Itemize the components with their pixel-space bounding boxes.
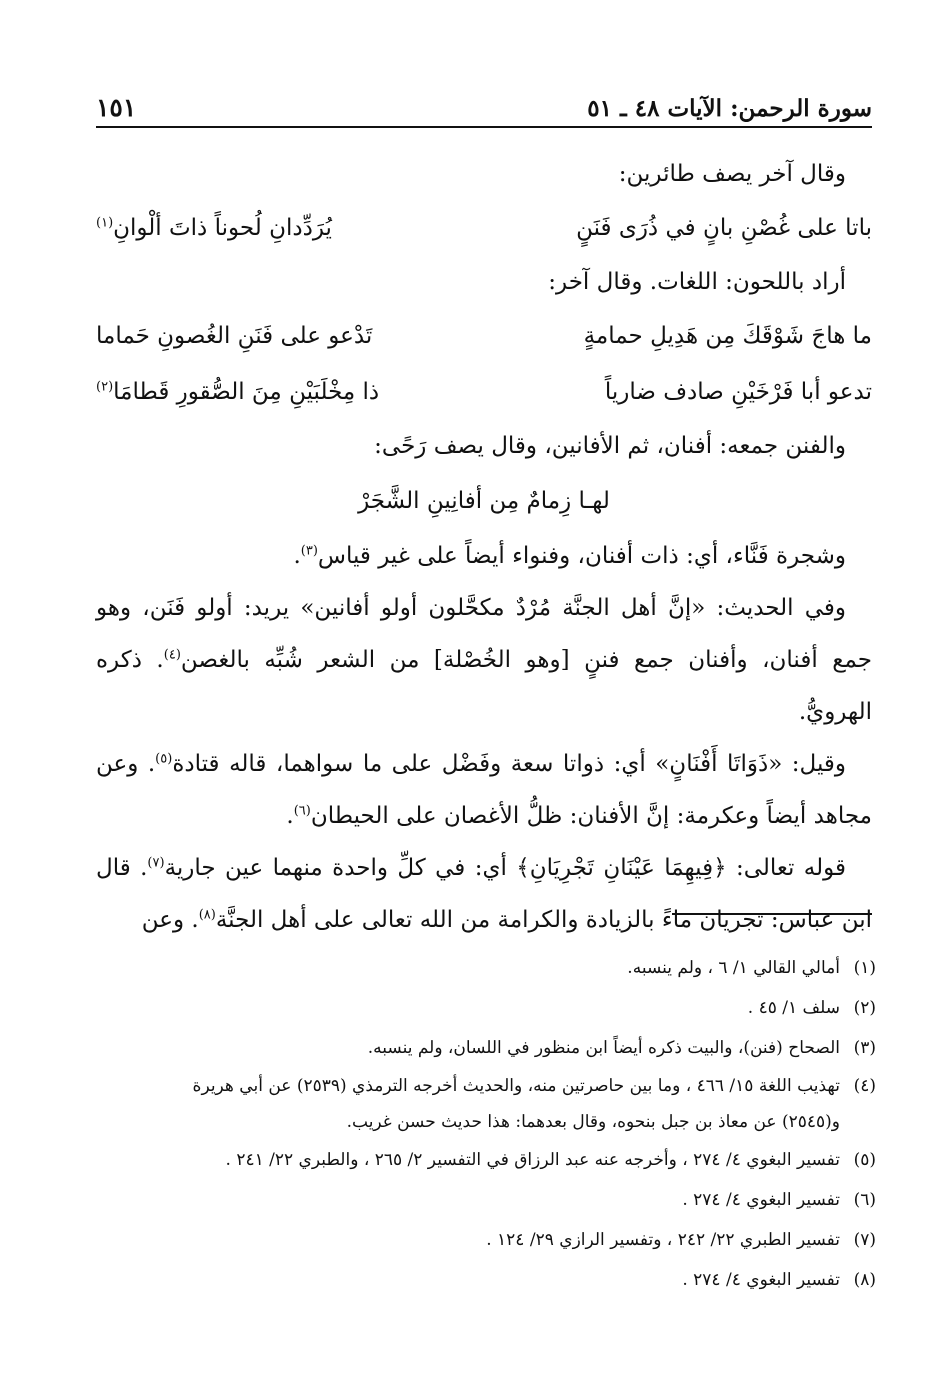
footnote-number: (٢) [853,998,876,1018]
footnote-text: تفسير البغوي ٤/ ٢٧٤ . [682,1190,840,1210]
paragraph-text: قوله تعالى: ﴿فِيهِمَا عَيْنَانِ تَجْرِيَانِ﴾ أي: في كلِّ واحدة منهما عين جارية [164,855,846,881]
poem-verse [96,308,872,364]
footnote-text: سلف ١/ ٤٥ . [747,998,840,1018]
footnote-ref: (٨) [198,907,216,923]
poem-verse: لهـا زِمامٌ مِن أفانِينِ الشَّجَرْ [358,488,610,514]
footnote-ref: (١) [96,215,114,231]
poem-verse [96,200,872,256]
footnote-number: (٥) [853,1150,876,1170]
running-title: سورة الرحمن: الآيات ٤٨ ـ ٥١ [587,95,872,122]
page-header [96,78,872,128]
footnote-ref: (٦) [293,803,311,819]
paragraph: وقال آخر يصف طائرين: [618,161,846,187]
paragraph-text: . وعن مجاهد أيضاً وعكرمة: إنَّ الأفنان: ظلُّ الأغصان على الحيطان [96,751,872,829]
footnote-number: (٣) [853,1038,876,1058]
paragraph-text: وقيل: «ذَوَاتَا أَفْنَانٍ» أي: ذواتا سعة وفَضْل على ما سواهما، قاله قتادة [172,751,846,777]
footnote-text: الصحاح (فنن)، والبيت ذكره أيضاً ابن منظور في اللسان، ولم ينسبه. [367,1038,840,1058]
verse-text: يُرَدِّدانِ لُحوناً ذاتَ ألْوانِ [113,215,332,241]
footnote [96,1180,876,1220]
footnote [96,988,876,1028]
verse-hemistich: تَدْعو على فَنَنِ الغُصونِ حَماما [96,323,373,349]
verse-hemistich [96,364,468,420]
footnote-divider [672,913,872,915]
verse-hemistich: باتا على غُصْنِ بانٍ في ذُرَى فَنَنٍ [576,215,872,241]
footnote-number: (٧) [853,1230,876,1250]
paragraph: وشجرة فَنَّاء، أي: ذات أفنان، وفنواء أيضاً على غير قياس$^{(٣)}$. [293,543,846,569]
paragraph [96,842,872,946]
footnote-number: (٦) [853,1190,876,1210]
footnote-ref: (٣) [300,543,318,559]
paragraph-text: . ذكره الهرويُّ. [96,647,872,725]
footnote-ref: (٥) [155,751,173,767]
paragraph-text: . قال ابن عباس: تجريان ماءً بالزيادة والكرامة من الله تعالى على أهل الجنَّة [96,855,872,933]
footnotes [96,948,876,1300]
paragraph [96,738,872,842]
footnote-ref: (٧) [147,855,165,871]
footnote-text: تهذيب اللغة ١٥/ ٤٦٦ ، وما بين حاصرتين منه، والحديث أخرجه الترمذي (٢٥٣٩) عن أبي هريرة [192,1076,840,1096]
footnote-text: تفسير البغوي ٤/ ٢٧٤ ، وأخرجه عنه عبد الرزاق في التفسير ٢/ ٢٦٥ ، والطبري ٢٢/ ٢٤١ . [225,1150,840,1170]
footnote [96,1260,876,1300]
main-text [96,148,872,946]
verse-hemistich [96,200,468,256]
footnote-number: (٤) [853,1076,876,1096]
footnote [96,1220,876,1260]
verse-hemistich: ما هاجَ شَوْقَكَ مِن هَدِيلِ حمامةٍ [583,323,872,349]
footnote-number: (١) [853,958,876,978]
footnote-ref: (٤) [163,647,181,663]
paragraph: أراد باللحون: اللغات. وقال آخر: [548,269,846,295]
verse-hemistich: تدعو أبا فَرْخَيْنِ صادف ضارياً [604,379,872,405]
footnote-number: (٨) [853,1270,876,1290]
paragraph-text: وشجرة فَنَّاء، أي: ذات أفنان، وفنواء أيضاً على غير قياس [317,543,846,569]
footnote-text: تفسير البغوي ٤/ ٢٧٤ . [682,1270,840,1290]
paragraph-text: . وعن [141,907,199,933]
footnote [96,1068,876,1140]
footnote [96,948,876,988]
paragraph-text: وفي الحديث: «إنَّ أهل الجنَّة مُرْدٌ مكحَّلون أولو أفانين» يريد: أولو فَنَن، وهو جمع أفنان، وأفنان جمع فننٍ [وهو الخُصْلة] من الشعر شُبِّه بالغصن [96,595,872,673]
page-number: ١٥١ [96,93,137,122]
paragraph: والفنن جمعه: أفنان، ثم الأفانين، وقال يصف رَحًى: [374,433,846,459]
paragraph [96,582,872,738]
verse-text: ذا مِخْلَبَيْنِ مِنَ الصُّقورِ قَطامَا [113,379,380,405]
footnote-text: أمالي القالي ١/ ٦ ، ولم ينسبه. [627,958,840,978]
poem-verse [96,364,872,420]
footnote [96,1140,876,1180]
footnote-ref: (٢) [96,379,114,395]
footnote-text: تفسير الطبري ٢٢/ ٢٤٢ ، وتفسير الرازي ٢٩/ ١٢٤ . [486,1230,840,1250]
paragraph-text: . [286,803,294,829]
footnote [96,1028,876,1068]
footnote-text-continued: و(٢٥٤٥) عن معاذ بن جبل بنحوه، وقال بعدهما: هذا حديث حسن غريب. [346,1112,840,1132]
